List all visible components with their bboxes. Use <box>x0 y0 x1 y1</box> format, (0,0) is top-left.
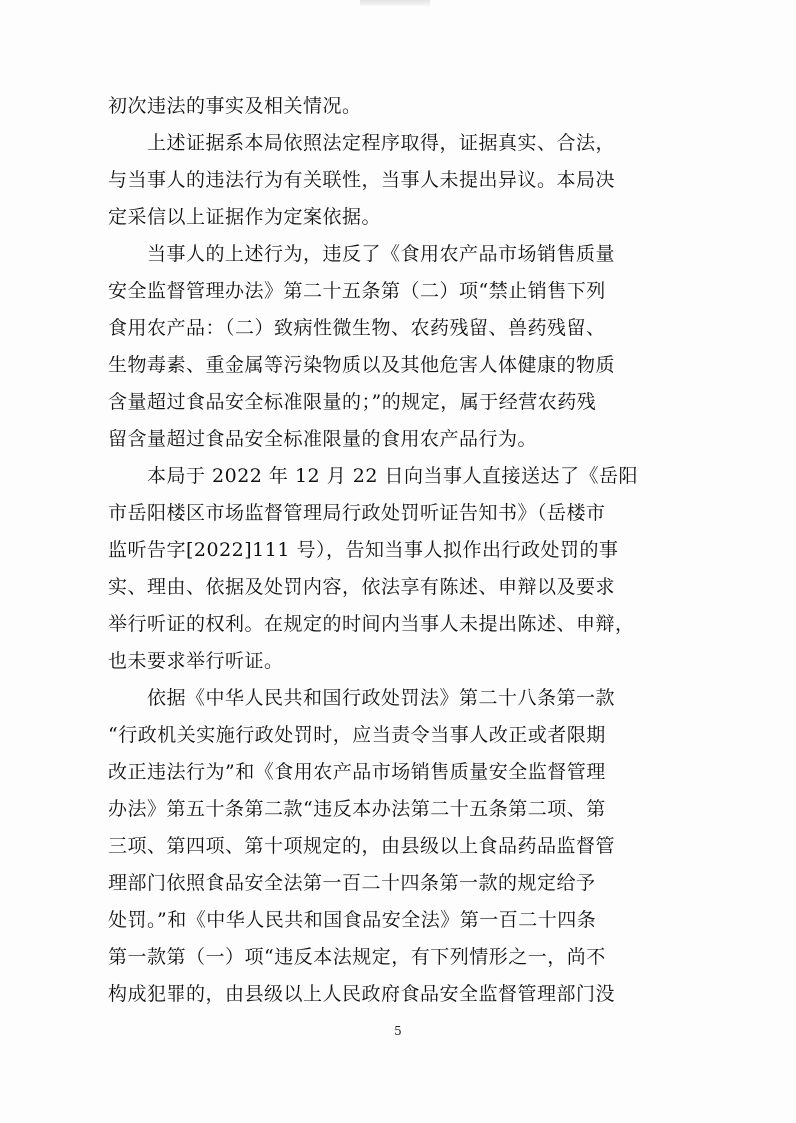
text-line: 第一款第（一）项“违反本法规定，有下列情形之一，尚不 <box>108 946 606 968</box>
text-line: 实、理由、依据及处罚内容，依法享有陈述、申辩以及要求 <box>108 576 616 598</box>
page-number: 5 <box>394 1024 402 1038</box>
text-line: 定采信以上证据作为定案依据。 <box>108 206 382 228</box>
text-line: 改正违法行为”和《食用农产品市场销售质量安全监督管理 <box>108 761 606 783</box>
text-line: 与当事人的违法行为有关联性，当事人未提出异议。本局决 <box>108 169 616 191</box>
text-line: 初次违法的事实及相关情况。 <box>108 95 362 117</box>
text-line: 监听告字[2022]111 号），告知当事人拟作出行政处罚的事 <box>108 539 619 561</box>
text-line: “行政机关实施行政处罚时，应当责令当事人改正或者限期 <box>108 724 606 746</box>
text-line: 三项、第四项、第十项规定的，由县级以上食品药品监督管 <box>108 835 616 857</box>
text-line: 构成犯罪的，由县级以上人民政府食品安全监督管理部门没 <box>108 983 616 1005</box>
text-line: 市岳阳楼区市场监督管理局行政处罚听证告知书》（岳楼市 <box>108 502 606 524</box>
text-line: 本局于 2022 年 12 月 22 日向当事人直接送达了《岳阳 <box>108 465 638 487</box>
text-line: 处罚。”和《中华人民共和国食品安全法》第一百二十四条 <box>108 909 597 931</box>
text-line: 当事人的上述行为，违反了《食用农产品市场销售质量 <box>108 243 616 265</box>
scan-artifact <box>360 0 430 6</box>
text-line: 含量超过食品安全标准限量的；”的规定，属于经营农药残 <box>108 391 597 413</box>
text-line: 依据《中华人民共和国行政处罚法》第二十八条第一款 <box>108 687 616 709</box>
text-line: 生物毒素、重金属等污染物质以及其他危害人体健康的物质 <box>108 354 616 376</box>
text-line: 食用农产品：（二）致病性微生物、农药残留、兽药残留、 <box>108 317 606 339</box>
text-line: 留含量超过食品安全标准限量的食用农产品行为。 <box>108 428 538 450</box>
text-line: 办法》第五十条第二款“违反本办法第二十五条第二项、第 <box>108 798 606 820</box>
text-line: 也未要求举行听证。 <box>108 650 284 672</box>
text-line: 举行听证的权利。在规定的时间内当事人未提出陈述、申辩， <box>108 613 635 635</box>
text-line: 安全监督管理办法》第二十五条第（二）项“禁止销售下列 <box>108 280 606 302</box>
text-line: 理部门依照食品安全法第一百二十四条第一款的规定给予 <box>108 872 596 894</box>
body-text <box>108 88 680 1013</box>
text-line: 上述证据系本局依照法定程序取得，证据真实、合法， <box>108 132 616 154</box>
